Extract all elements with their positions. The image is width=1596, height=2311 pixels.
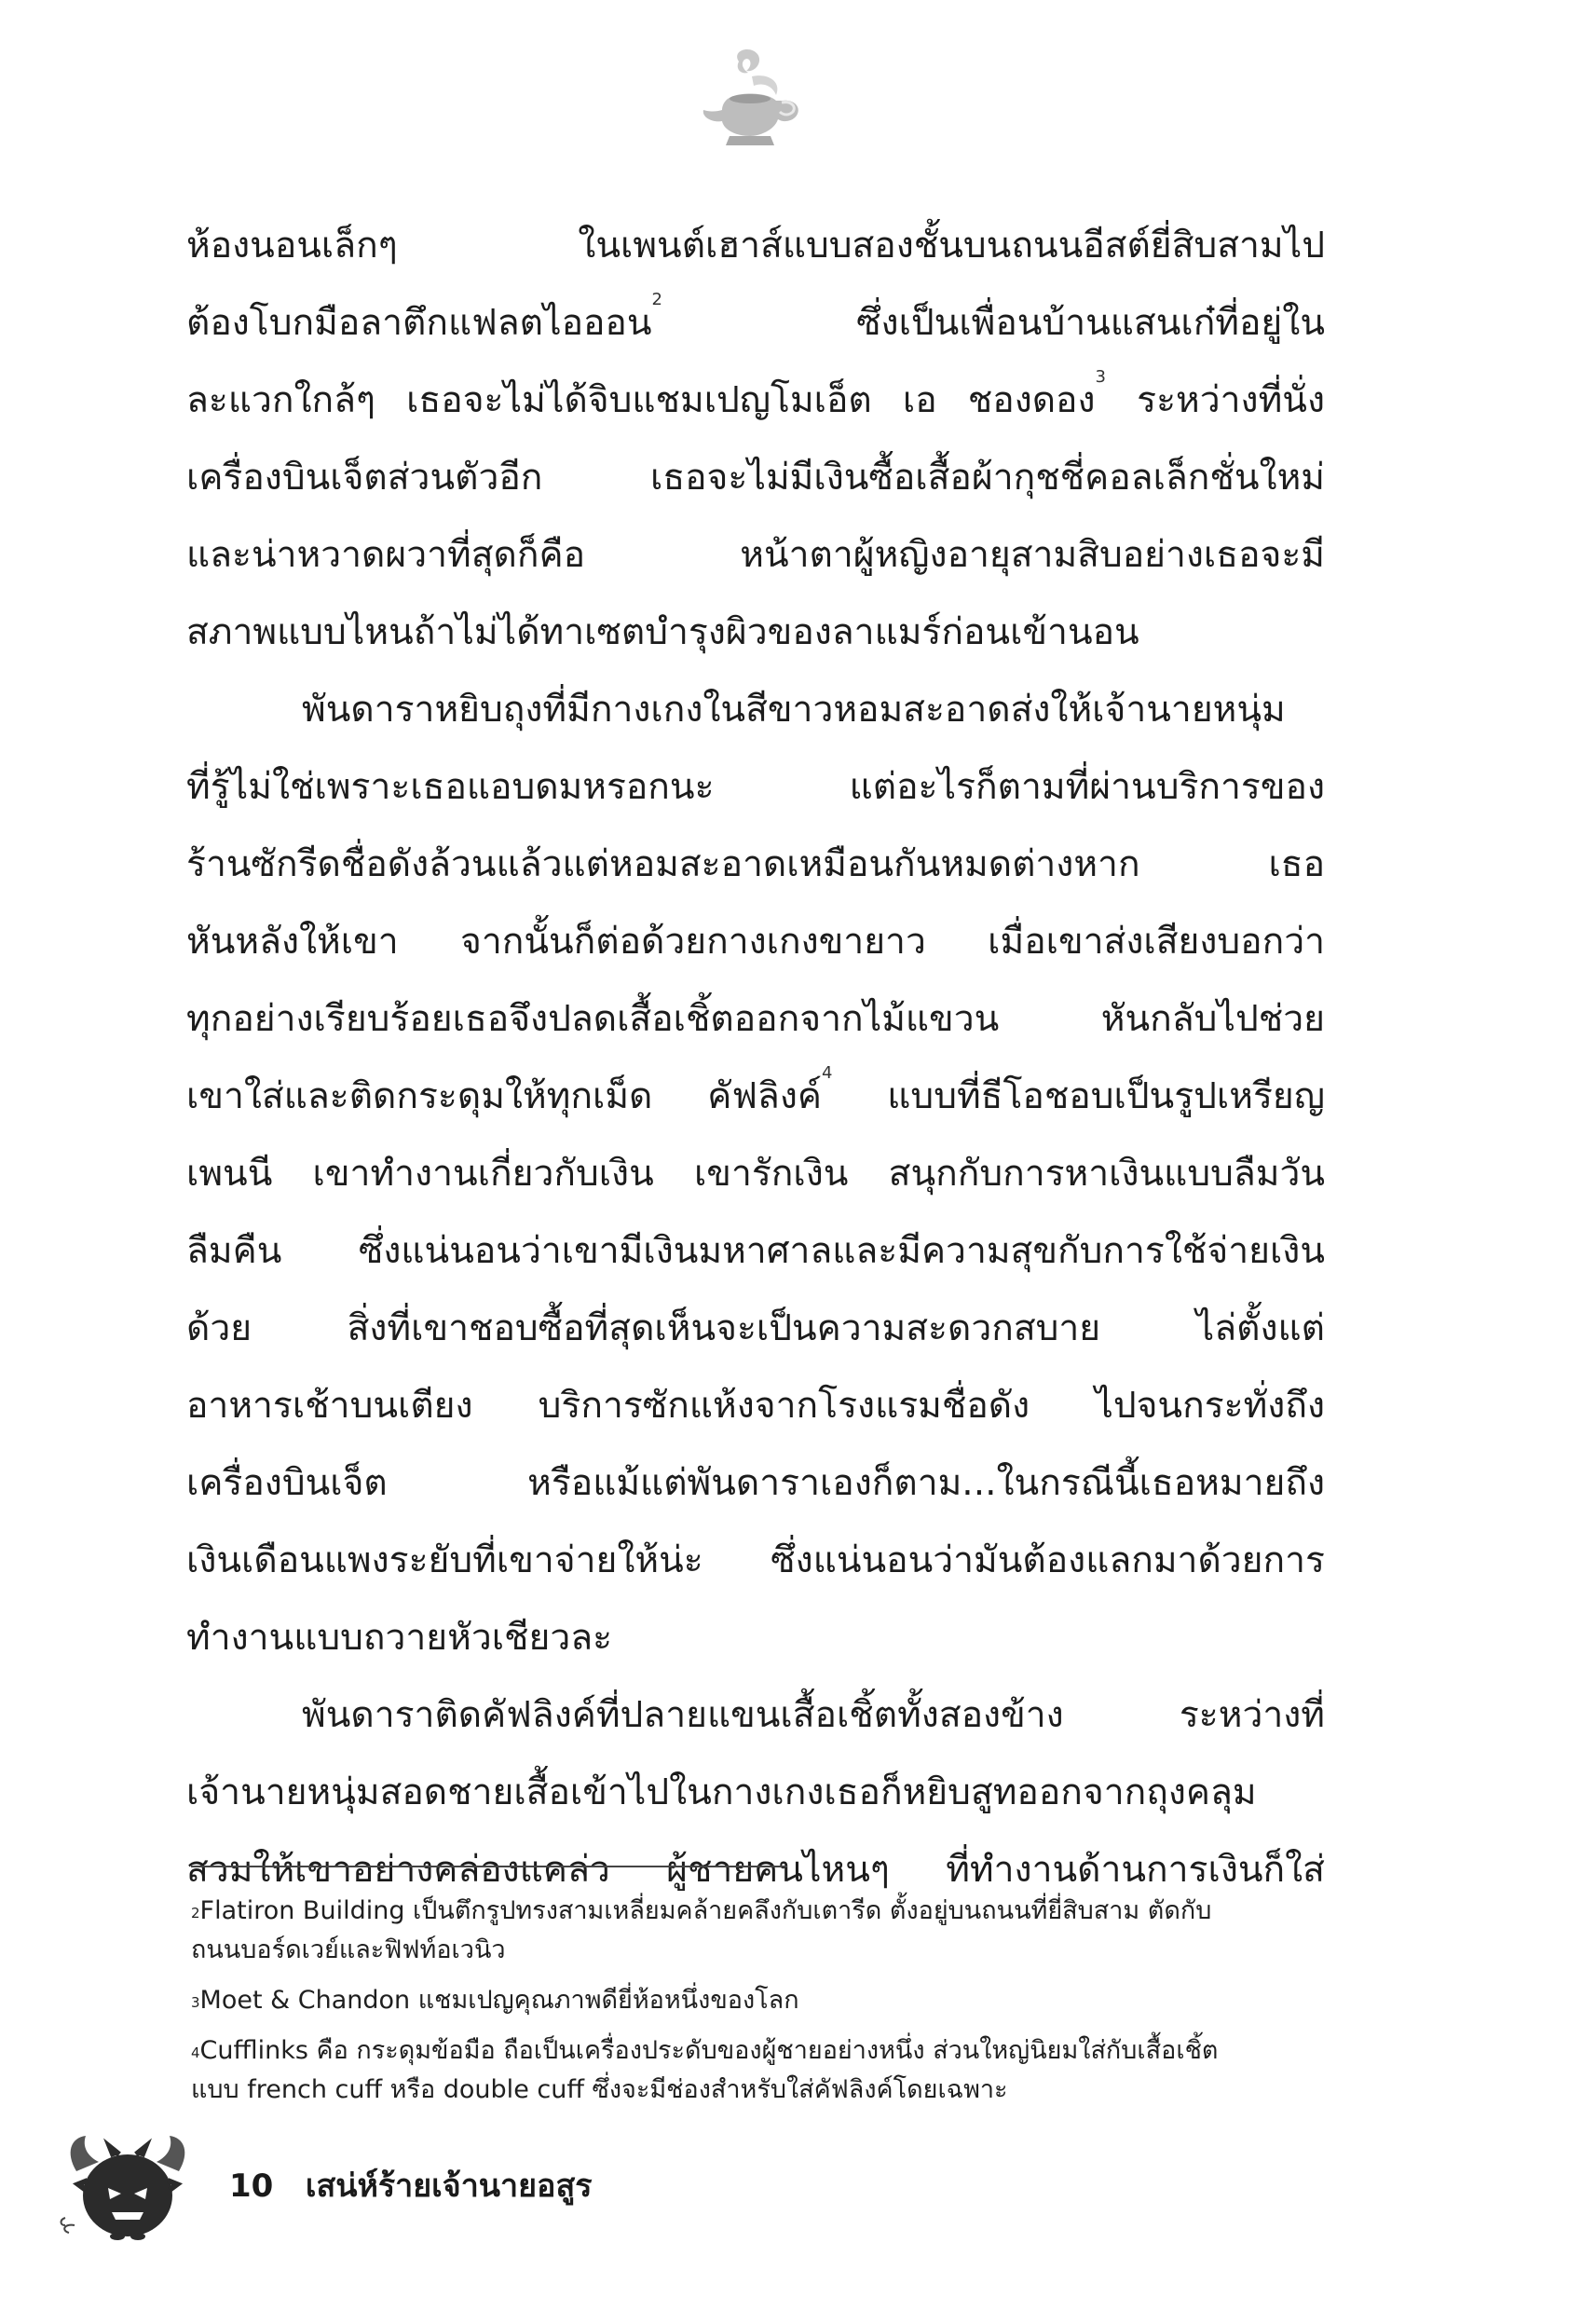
footnote-mark: 2 [191, 1905, 200, 1921]
body-text [186, 207, 1325, 1908]
footnote-ref[interactable]: 3 [1095, 367, 1106, 387]
book-title: เสน่ห์ร้ายเจ้านายอสูร [305, 2167, 593, 2205]
text-line: ทุกอย่างเรียบร้อยเธอจึงปลดเสื้อเชิ้ตออกจากไม้แขวน หันกลับไปช่วย [186, 998, 1325, 1040]
footnotes [191, 1892, 1326, 2121]
demon-mascot-icon [58, 2115, 198, 2255]
text-line: ต้องโบกมือลาตึกแฟลตไอออน$^2$ ซึ่งเป็นเพื่อนบ้านแสนเก๋ที่อยู่ใน [186, 290, 1325, 344]
text-line: และน่าหวาดผวาที่สุดก็คือ หน้าตาผู้หญิงอายุสามสิบอย่างเธอจะมี [186, 534, 1325, 576]
text-line: เครื่องบินเจ็ต หรือแม้แต่พันดาราเองก็ตาม...ในกรณีนี้เธอหมายถึง [186, 1462, 1325, 1504]
footnote-line: แบบ french cuff หรือ double cuff ซึ่งจะมีช่องสำหรับใส่คัฟลิงค์โดยเฉพาะ [191, 2075, 1008, 2104]
footnote [191, 1892, 1326, 1970]
page-footer [229, 2160, 592, 2210]
text-line: ด้วย สิ่งที่เขาชอบซื้อที่สุดเห็นจะเป็นความสะดวกสบาย ไล่ตั้งแต่ [186, 1307, 1325, 1349]
footnote-line: ถนนบอร์ดเวย์และฟิฟท์อเวนิว [191, 1935, 506, 1964]
text-line: ห้องนอนเล็กๆ ในเพนต์เฮาส์แบบสองชั้นบนถนนอีสต์ยี่สิบสามไป [186, 225, 1325, 267]
text-line: สวมให้เขาอย่างคล่องแคล่ว ผู้ชายคนไหนๆ ที่ทำงานด้านการเงินก็ใส่ [186, 1849, 1325, 1891]
text-line: ละแวกใกล้ๆ เธอจะไม่ได้จิบแชมเปญโมเอ็ต เอ ชองดอง$^3$ ระหว่างที่นั่ง [186, 367, 1325, 421]
text-line: เพนนี เขาทำงานเกี่ยวกับเงิน เขารักเงิน สนุกกับการหาเงินแบบลืมวัน [186, 1153, 1325, 1195]
text-line: สภาพแบบไหนถ้าไม่ได้ทาเซตบำรุงผิวของลาแมร์ก่อนเข้านอน [186, 611, 1139, 653]
text-line: เงินเดือนแพงระยับที่เขาจ่ายให้น่ะ ซึ่งแน่นอนว่ามันต้องแลกมาด้วยการ [186, 1539, 1325, 1581]
footnote-ref[interactable]: 4 [821, 1063, 833, 1083]
text-line: เขาใส่และติดกระดุมให้ทุกเม็ด คัฟลิงค์$^4$ แบบที่ธีโอชอบเป็นรูปเหรียญ [186, 1063, 1325, 1117]
text-line: พันดาราหยิบถุงที่มีกางเกงในสีขาวหอมสะอาดส่งให้เจ้านายหนุ่ม [302, 689, 1286, 731]
text-line: อาหารเช้าบนเตียง บริการซักแห้งจากโรงแรมชื่อดัง ไปจนกระทั่งถึง [186, 1385, 1325, 1427]
text-line: หันหลังให้เขา จากนั้นก็ต่อด้วยกางเกงขายาว เมื่อเขาส่งเสียงบอกว่า [186, 921, 1325, 963]
text-line: ทำงานแบบถวายหัวเชียวละ [186, 1617, 613, 1659]
footnote [191, 1981, 1326, 2020]
text-line: เครื่องบินเจ็ตส่วนตัวอีก เธอจะไม่มีเงินซื้อเสื้อผ้ากุชชี่คอลเล็กชั่นใหม่ [186, 457, 1325, 499]
page-number: 10 [229, 2167, 274, 2205]
text-line: ที่รู้ไม่ใช่เพราะเธอแอบดมหรอกนะ แต่อะไรก็ตามที่ผ่านบริการของ [186, 766, 1325, 808]
footnote [191, 2031, 1326, 2110]
footnote-line: $^3$Moet & Chandon แชมเปญคุณภาพดียี่ห้อหนึ่งของโลก [191, 1986, 799, 2015]
footnote-divider [191, 1866, 787, 1867]
text-line: ลืมคืน ซึ่งแน่นอนว่าเขามีเงินมหาศาลและมีความสุขกับการใช้จ่ายเงิน [186, 1230, 1325, 1272]
text-line: พันดาราติดคัฟลิงค์ที่ปลายแขนเสื้อเชิ้ตทั้งสองข้าง ระหว่างที่ [302, 1694, 1325, 1736]
footnote-line: $^4$Cufflinks คือ กระดุมข้อมือ ถือเป็นเครื่องประดับของผู้ชายอย่างหนึ่ง ส่วนใหญ่นิยมใส่กับเสื้อเชิ้ต [191, 2036, 1219, 2065]
footnote-line: $^2$Flatiron Building เป็นตึกรูปทรงสามเหลี่ยมคล้ายคลึงกับเตารีด ตั้งอยู่บนถนนที่ยี่สิบสาม ตัดกับ [191, 1896, 1212, 1925]
text-line: ร้านซักรีดชื่อดังล้วนแล้วแต่หอมสะอาดเหมือนกันหมดต่างหาก เธอ [186, 843, 1325, 885]
footnote-ref[interactable]: 2 [651, 290, 662, 309]
footnote-mark: 3 [191, 1994, 200, 2011]
text-line: เจ้านายหนุ่มสอดชายเสื้อเข้าไปในกางเกงเธอก็หยิบสูทออกจากถุงคลุม [186, 1771, 1257, 1813]
genie-lamp-icon [685, 45, 815, 157]
footnote-mark: 4 [191, 2044, 200, 2061]
